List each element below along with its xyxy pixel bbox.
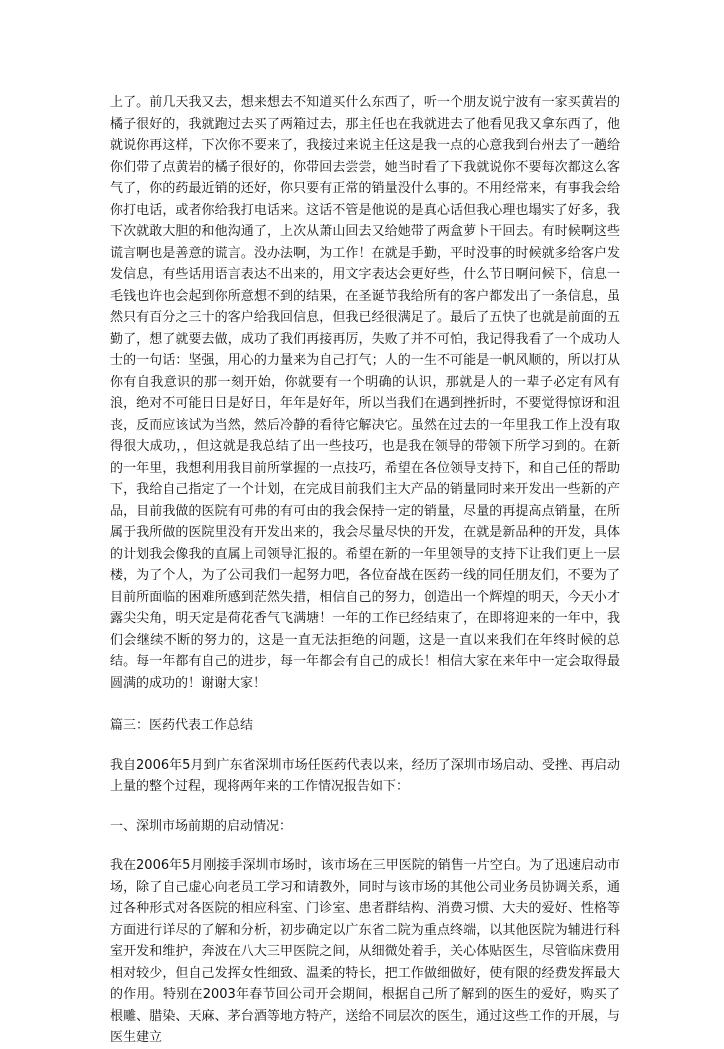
continuation-paragraph: 上了。前几天我又去，想来想去不知道买什么东西了，听一个朋友说宁波有一家买黄岩的橘子很好的，我就跑过去买了两箱过去，那主任也在我就进去了他看见我又拿东西了，他就说你再这样，下次你不要来了，我接过来说主任这是我一点的心意我到台州去了一趟给你们带了点黄岩的橘子很好的，你带回去尝尝，她当时看了下我就说你不要每次都这么客气了，你的药最近销的还好，你只要有正常的销量没什么事的。不用经常来，有事我会给你打电话，或者你给我打电话来。这话不管是他说的是真心话但我心理也塌实了好多，我下次就敢大胆的和他沟通了，上次从萧山回去又给她带了两盒萝卜干回去。有时候啊这些谎言啊也是善意的谎言。没办法啊，为工作！在就是手勤，平时没事的时候就多给客户发发信息，有些话用语言表达不出来的，用文字表达会更好些，什么节日啊问候下，信息一毛钱也许也会起到你所意想不到的结果，在圣诞节我给所有的客户都发出了一条信息，虽然只有百分之三十的客户给我回信息，但我已经很满足了。最后了五快了也就是前面的五勤了，想了就要去做，成功了我们再接再厉，失败了并不可怕，我记得我看了一个成功人士的一句话：坚强，用心的力量来为自己打气；人的一生不可能是一帆风顺的，所以打从你有自我意识的那一刻开始，你就要有一个明确的认识，那就是人的一辈子必定有风有浪，绝对不可能日日是好日，年年是好年，所以当我们在遇到挫折时，不要觉得惊讶和沮丧，反而应该试为当然，然后冷静的看待它解决它。虽然在过去的一年里我工作上没有取得很大成功，，但这就是我总结了出一些技巧，也是我在领导的带领下所学习到的。在新的一年里，我想利用我目前所掌握的一点技巧，希望在各位领导支持下，和自己任的帮助下，我给自己指定了一个计划，在完成目前我们主大产品的销量同时来开发出一些新的产品，目前我做的医院有可弗的有可由的我会保持一定的销量，尽量的再提高点销量，在所属于我所做的医院里没有开发出来的，我会尽量尽快的开发，在就是新品种的开发，具体的计划我会像我的直属上司领导汇报的。希望在新的一年里领导的支持下让我们更上一层楼，为了个人，为了公司我们一起努力吧，各位奋战在医药一线的同任朋友们，不要为了目前所面临的困难所感到茫然失措，相信自己的努力，创造出一个辉煌的明天，今天小才露尖尖角，明天定是荷花香气飞满塘！一年的工作已经结束了，在即将迎来的一年中，我们会继续不断的努力的，这是一直无法拒绝的问题，这是一直以来我们在年终时候的总结。每一年都有自己的进步，每一年都会有自己的成长！相信大家在来年中一定会取得最圆满的成功的！谢谢大家！ — [110, 95, 620, 691]
section-heading: 篇三：医药代表工作总结 — [110, 718, 254, 733]
subheading: 一、深圳市场前期的启动情况： — [110, 818, 293, 834]
intro-paragraph: 我自2006年5月到广东省深圳市场任医药代表以来，经历了深圳市场启动、受挫、再启动上量的整个过程，现将两年来的工作情况报告如下： — [110, 757, 620, 794]
body-paragraph: 我在2006年5月刚接手深圳市场时，该市场在三甲医院的销售一片空白。为了迅速启动市场，除了自己虚心向老员工学习和请教外，同时与该市场的其他公司业务员协调关系，通过各种形式对各医院的相应科室、门诊室、患者群结构、消费习惯、大夫的爱好、性格等方面进行详尽的了解和分析，初步确定以广东省二院为重点终端，以其他医院为辅进行科室开发和维护，奔波在八大三甲医院之间，从细微处着手，关心体贴医生，尽管临床费用相对较少，但自己发挥女性细致、温柔的特长，把工作做细做好，使有限的经费发挥最大的作用。特别在2003年春节回公司开会期间，根据自己所了解到的医生的爱好，购买了根雕、腊染、天麻、茅台酒等地方特产，送给不同层次的医生，通过这些工作的开展，与医生建立 — [110, 858, 620, 1045]
document-page — [110, 92, 620, 1045]
